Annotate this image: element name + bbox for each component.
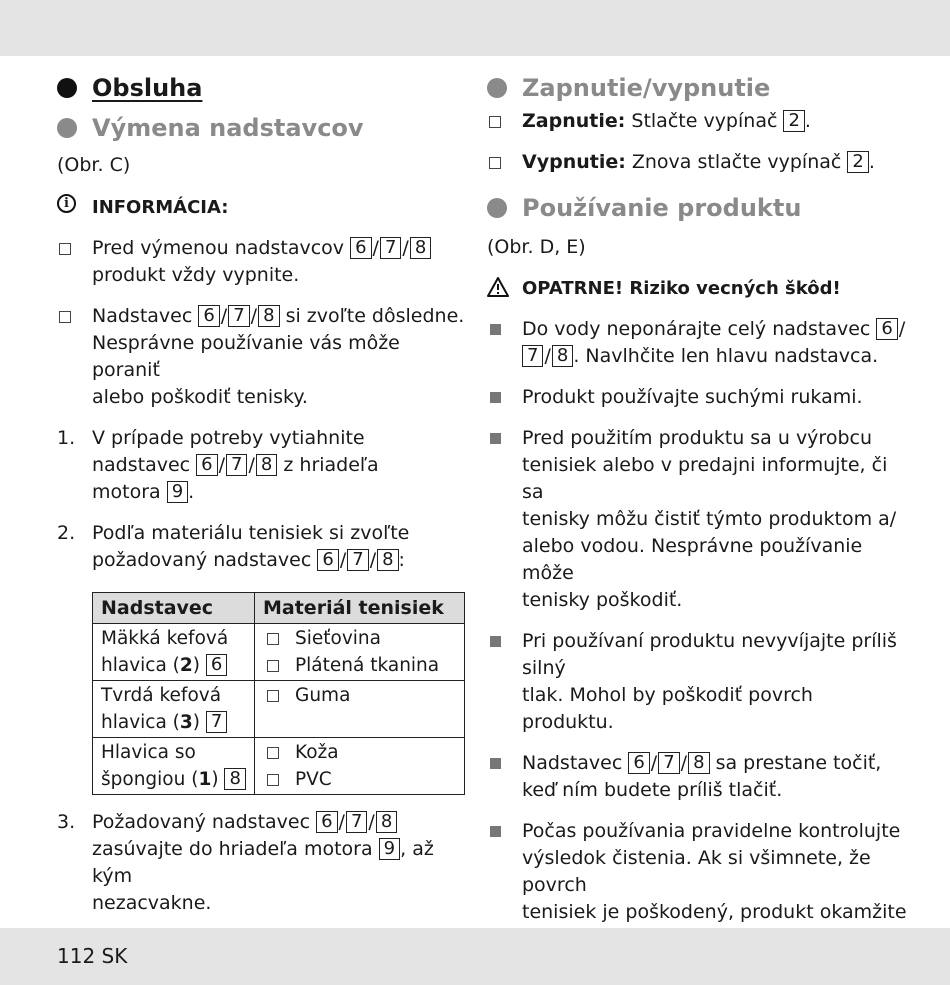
left-column	[57, 70, 467, 917]
part-ref: 7	[380, 237, 401, 259]
table-header-row	[93, 593, 465, 624]
checkbox-icon	[59, 311, 71, 323]
part-ref: 8	[410, 237, 431, 259]
checkbox-icon	[267, 774, 279, 786]
list-item: Nadstavec 6 / 7 / 8 si zvoľte dôsledne. Nesprávne používanie vás môže poraniť alebo poškodiť tenisky.	[57, 303, 467, 411]
part-ref: 6	[628, 752, 649, 774]
table-cell: Koža PVC	[255, 738, 465, 795]
list-item: Počas používania pravidelne kontrolujte výsledok čistenia. Ak si všimnete, že povrch tenisiek je poškodený, produkt okamžite	[487, 818, 907, 953]
part-ref: 6	[316, 811, 337, 833]
bullet-dot-icon	[57, 78, 77, 98]
table-row	[93, 738, 465, 795]
heading-zapnutie: Zapnutie/vypnutie	[487, 74, 907, 102]
part-ref: 6	[198, 305, 219, 327]
bullet-dot-icon	[57, 118, 77, 138]
warning-note: OPATRNE! Riziko vecných škôd!	[487, 275, 907, 302]
info-icon: i	[57, 194, 76, 213]
part-ref: 7	[347, 549, 368, 571]
page-number: 112 SK	[57, 944, 128, 968]
table-row	[93, 681, 465, 738]
part-ref: 8	[258, 305, 279, 327]
table-cell: Sieťovina Plátená tkanina	[255, 624, 465, 681]
part-ref: 6	[350, 237, 371, 259]
part-ref: 7	[522, 345, 543, 367]
heading-vymena: Výmena nadstavcov	[57, 114, 467, 142]
list-item: Pri používaní produktu nevyvíjajte príliš silný tlak. Mohol by poškodiť povrch produktu.	[487, 628, 907, 736]
part-ref: 2	[783, 110, 804, 132]
table-cell: Mäkká kefová hlavica (2) 6	[93, 624, 255, 681]
list-item: Pred výmenou nadstavcov 6 / 7 / 8 produkt vždy vypnite.	[57, 235, 467, 289]
part-ref: 8	[224, 768, 245, 790]
part-ref: 6	[876, 318, 897, 340]
square-bullet-icon	[490, 758, 501, 769]
checkbox-icon	[489, 116, 501, 128]
heading-obsluha: Obsluha	[57, 74, 467, 102]
part-ref: 8	[256, 454, 277, 476]
table-row	[93, 624, 465, 681]
part-ref: 7	[346, 811, 367, 833]
bullet-dot-icon	[487, 78, 507, 98]
checkbox-icon	[267, 660, 279, 672]
figure-ref: (Obr. C)	[57, 154, 131, 176]
list-item: Produkt používajte suchými rukami.	[487, 384, 907, 411]
step-item: 1. V prípade potreby vytiahnite nadstavec 6 / 7 / 8 z hriadeľa motora 9 .	[57, 427, 379, 503]
table-header: Materiál tenisiek	[255, 593, 465, 624]
attachment-table	[92, 592, 465, 795]
checkbox-icon	[489, 157, 501, 169]
part-ref: 8	[377, 549, 398, 571]
figure-ref: (Obr. D, E)	[487, 236, 586, 258]
part-ref: 7	[658, 752, 679, 774]
footer-bar	[0, 928, 950, 985]
right-column	[487, 70, 907, 953]
part-ref: 7	[206, 711, 227, 733]
square-bullet-icon	[490, 826, 501, 837]
square-bullet-icon	[490, 433, 501, 444]
checkbox-icon	[267, 747, 279, 759]
square-bullet-icon	[490, 324, 501, 335]
bullet-dot-icon	[487, 198, 507, 218]
list-item: Do vody neponárajte celý nadstavec 6 / 7 / 8 . Navlhčite len hlavu nadstavca.	[487, 316, 907, 370]
square-bullet-icon	[490, 636, 501, 647]
list-item: Vypnutie: Znova stlačte vypínač 2 .	[487, 149, 907, 176]
info-note: i INFORMÁCIA:	[57, 194, 467, 221]
table-cell: Guma	[255, 681, 465, 738]
warning-icon	[487, 277, 509, 297]
table-cell: Hlavica so špongiou (1) 8	[93, 738, 255, 795]
part-ref: 6	[196, 454, 217, 476]
part-ref: 8	[688, 752, 709, 774]
checkbox-icon	[267, 690, 279, 702]
part-ref: 9	[167, 481, 188, 503]
step-item: 2. Podľa materiálu tenisiek si zvoľte požadovaný nadstavec 6 / 7 / 8 :	[57, 522, 410, 571]
part-ref: 6	[317, 549, 338, 571]
part-ref: 6	[206, 654, 227, 676]
heading-pouzivanie: Používanie produktu	[487, 194, 907, 222]
list-item: Zapnutie: Stlačte vypínač 2 .	[487, 108, 907, 135]
step-item: 3. Požadovaný nadstavec 6 / 7 / 8 zasúvajte do hriadeľa motora 9 , až kým nezacvakne.	[57, 811, 434, 914]
list-item: Nadstavec 6 / 7 / 8 sa prestane točiť, keď ním budete príliš tlačiť.	[487, 750, 907, 804]
list-item: Pred použitím produktu sa u výrobcu tenisiek alebo v predajni informujte, či sa tenisky môžu čistiť týmto produktom a/ alebo vodou. Nesprávne používanie môže tenisky poškodiť.	[487, 425, 907, 614]
part-ref: 7	[226, 454, 247, 476]
checkbox-icon	[267, 633, 279, 645]
checkbox-icon	[59, 243, 71, 255]
top-bar	[0, 0, 950, 56]
part-ref: 8	[376, 811, 397, 833]
square-bullet-icon	[490, 392, 501, 403]
table-header: Nadstavec	[93, 593, 255, 624]
part-ref: 7	[228, 305, 249, 327]
part-ref: 8	[552, 345, 573, 367]
part-ref: 9	[379, 838, 400, 860]
table-cell: Tvrdá kefová hlavica (3) 7	[93, 681, 255, 738]
part-ref: 2	[847, 151, 868, 173]
